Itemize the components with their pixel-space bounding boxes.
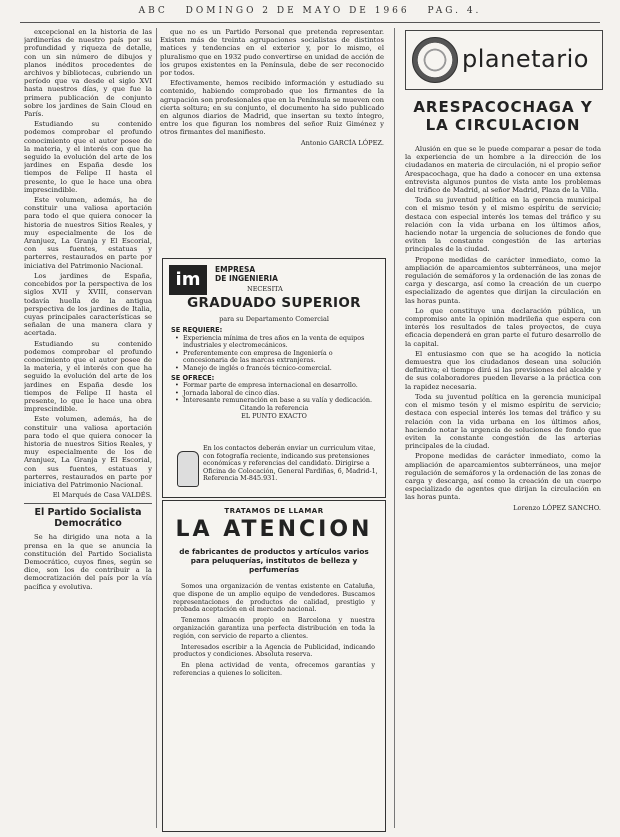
ad-paragraph: En plena actividad de venta, ofrecemos garantías y referencias a quienes lo soliciten. — [173, 661, 375, 677]
section-title: El Partido Socialista Democrático — [24, 503, 152, 529]
list-item: • Formar parte de empresa internacional en desarrollo. — [183, 382, 377, 390]
ad-note: En los contactos deberán enviar un curriculum vitae, con fotografía reciente, indicando sus pretensiones económicas y referencias del candidato. Dirigirse a Oficina de Colocación, General Pardiñas, 6, Madrid-1, Referencia M-845.931. — [203, 444, 378, 483]
requirements-list — [171, 335, 377, 373]
list-item: • Preferentemente con empresa de Ingeniería o concesionaria de las marcas extranjeras. — [183, 350, 377, 365]
article-paragraph: Este volumen, además, ha de constituir una valiosa aportación para todo el que quiera conocer la historia de nuestros Sitios Reales, y muy especialmente de los de Aranjuez, La Granja y El Escorial, con sus fuentes, estatuas y parterres, restaurados en parte por iniciativa del Patrimonio Nacional. — [24, 415, 152, 489]
header-left: ABC — [138, 6, 168, 16]
article-paragraph: Alusión en que se le puede comparar a pesar de toda la experiencia de un hombre a la dirección de los ciudadanos en materia de circulación, ni el propio señor Arespacochaga, que ha dado a conocer en una extensa entrevista algunos puntos de vista ante los problemas del tráfico de Madrid, al señor Madrid, Plaza de la Villa. — [405, 145, 601, 195]
ad-subheadline: de fabricantes de productos y artículos varios para peluquerías, institutos de belleza y perfumerías — [179, 547, 369, 574]
ad-reference: Citando la referencia EL PUNTO EXACTO — [239, 403, 309, 420]
article-paragraph: Los jardines de España, concebidos por la perspectiva de los siglos XVII y XVIII, conservan todavía huella de la antigua perspectiva de los jardines de Italia, cuyas principales características se señalan de una manera clara y acertada. — [24, 271, 152, 338]
article-paragraph: Este volumen, además, ha de constituir una valiosa aportación para todo el que quiera conocer la historia de nuestros Sitios Reales, y muy especialmente de los de Aranjuez, La Granja y El Escorial, con sus fuentes, estatuas y parterres, restaurados en parte por iniciativa del Patrimonio Nacional. — [24, 196, 152, 270]
ad-headline: GRADUADO SUPERIOR — [187, 295, 361, 311]
article-paragraph: El entusiasmo con que se ha acogido la noticia demuestra que los ciudadanos desean una solución definitiva; el tiempo dirá si las previsiones del alcalde y de sus colaboradores pueden llevarse a la práctica con la rapidez necesaria. — [405, 349, 601, 391]
header-page: PAG. 4. — [427, 6, 482, 16]
ad-paragraph: Tenemos almacén propio en Barcelona y nuestra organización garantiza una perfecta distribución en toda la región, con servicio de reparto a clientes. — [173, 616, 375, 640]
ad-preheadline: TRATAMOS DE LLAMAR — [224, 507, 324, 515]
bottle-icon — [177, 451, 199, 487]
article-paragraph: Propone medidas de carácter inmediato, como la ampliación de aparcamientos subterráneos, una mejor regulación de semáforos y la ordenación de las zonas de carga y descarga, así como la creación de un cuerpo especializado de agentes que dirijan la circulación en las horas punta. — [405, 452, 601, 502]
list-item: • Experiencia mínima de tres años en la venta de equipos industriales y electromecánicos. — [183, 335, 377, 350]
job-advertisement — [162, 258, 386, 498]
requirements-label: SE REQUIERE: — [171, 326, 223, 334]
article-byline: El Marqués de Casa VALDÉS. — [52, 491, 152, 500]
article-byline: Lorenzo LÓPEZ SANCHO. — [513, 503, 601, 512]
column-left — [24, 28, 152, 828]
column-middle — [160, 28, 384, 258]
article-paragraph: Toda su juventud política en la gerencia municipal con el mismo tesón y el mismo espíritu de servicio; destaca con especial interés los temas del tráfico y su relación con la vida urbana en los últimos años, haciendo notar la urgencia de soluciones de fondo que eviten la constante congestión de las arterias principales de la ciudad. — [405, 196, 601, 254]
column-right — [405, 145, 601, 835]
article-paragraph: Se ha dirigido una nota a la prensa en la que se anuncia la constitución del Partido Socialista Democrático, cuyos fines, según se dice, son los de contribuir a la democratización del país por la vía pacífica y evolutiva. — [24, 533, 152, 591]
column-divider — [394, 28, 395, 828]
offers-label: SE OFRECE: — [171, 373, 215, 382]
ad-body — [171, 325, 377, 420]
business-advertisement — [162, 500, 386, 832]
article-paragraph: Propone medidas de carácter inmediato, como la ampliación de aparcamientos subterráneos, una mejor regulación de semáforos y la ordenación de las zonas de carga y descarga, así como la creación de un cuerpo especializado de agentes que dirijan la circulación en las horas punta. — [405, 255, 601, 305]
article-paragraph: que no es un Partido Personal que pretenda representar. Existen más de treinta agrupaciones socialistas de distintos matices y tendencias en el exterior y, por lo mismo, el pluralismo que en 1932 pudo convertirse en unidad de acción de los grupos existentes en la Península, debe de ser reconocido por todos. — [160, 28, 384, 78]
article-paragraph: Toda su juventud política en la gerencia municipal con el mismo tesón y el mismo espíritu de servicio; destaca con especial interés los temas del tráfico y su relación con la vida urbana en los últimos años, haciendo notar la urgencia de soluciones de fondo que eviten la constante congestión de las arterias principales de la ciudad. — [405, 392, 601, 451]
article-paragraph: excepcional en la historia de las jardinerías de nuestro país por su profundidad y riqueza de detalle, con un sin número de dibujos y planos inéditos procedentes de archivos y bibliotecas, cubriendo un período que va desde el siglo XVI hasta nuestros días, y que fue la primera publicación de conjunto sobre los jardines de Sain Cloud en París. — [24, 28, 152, 119]
section-brand: planetario — [462, 45, 589, 73]
page-header — [0, 6, 620, 20]
header-rule — [20, 22, 600, 23]
list-item: • Interesante remuneración en base a su valía y dedicación. — [183, 397, 377, 405]
column-divider — [156, 28, 157, 828]
article-paragraph: Estudiando su contenido podemos comprobar el profundo conocimiento que el autor posee de la materia, y el interés con que ha seguido la evolución del arte de los jardines en España desde los tiempos de Felipe II hasta el presente, lo que le hace una obra imprescindible. — [24, 339, 152, 414]
ad-subheadline: para su Departamento Comercial — [219, 315, 329, 323]
article-paragraph: Efectivamente, hemos recibido información y estudiado su contenido, habiendo comprobado que los firmantes de la agrupación son profesionales que en la Península se mueven con cierta soltura; en su conjunto, el documento ha sido publicado en algunos diarios de Madrid, que insertan su texto íntegro, entre los que figuran los nombres del señor Ruiz Giménez y otros firmantes del manifiesto. — [160, 79, 384, 137]
ad-headline: LA ATENCION — [175, 517, 373, 542]
list-item: • Manejo de inglés o francés técnico-comercial. — [183, 365, 377, 373]
article-byline: Antonio GARCÍA LÓPEZ. — [300, 138, 384, 147]
planet-icon — [412, 37, 458, 83]
ad-paragraph: Interesados escribir a la Agencia de Publicidad, indicando productos y condiciones. Absoluta reserva. — [173, 642, 375, 659]
ad-body — [173, 583, 375, 681]
offers-list — [171, 382, 377, 405]
ad-need: NECESITA — [247, 285, 283, 293]
article-paragraph: Lo que constituye una declaración pública, un compromiso ante la opinión madrileña que espera con interés los resultados de tales proyectos, de cuya eficacia dependerá en gran parte el futuro desarrollo de la capital. — [405, 306, 601, 348]
article-paragraph: Estudiando su contenido podemos comprobar el profundo conocimiento que el autor posee de la materia, y el interés con que ha seguido la evolución del arte de los jardines en España desde los tiempos de Felipe II hasta el presente, lo que le hace una obra imprescindible. — [24, 120, 152, 194]
company-logo: im — [169, 265, 207, 295]
ad-company: EMPRESA DE INGENIERIA — [215, 265, 278, 283]
article-title: ARESPACOCHAGA Y LA CIRCULACION — [413, 98, 593, 134]
ad-paragraph: Somos una organización de ventas existente en Cataluña, que dispone de un amplio equipo de vendedores. Buscamos representaciones de productos de calidad, prestigio y probada aceptación en el mercado nacional. — [173, 582, 375, 614]
list-item: • Jornada laboral de cinco días. — [183, 390, 377, 398]
header-date: DOMINGO 2 DE MAYO DE 1966 — [185, 6, 410, 16]
section-banner — [405, 30, 603, 90]
